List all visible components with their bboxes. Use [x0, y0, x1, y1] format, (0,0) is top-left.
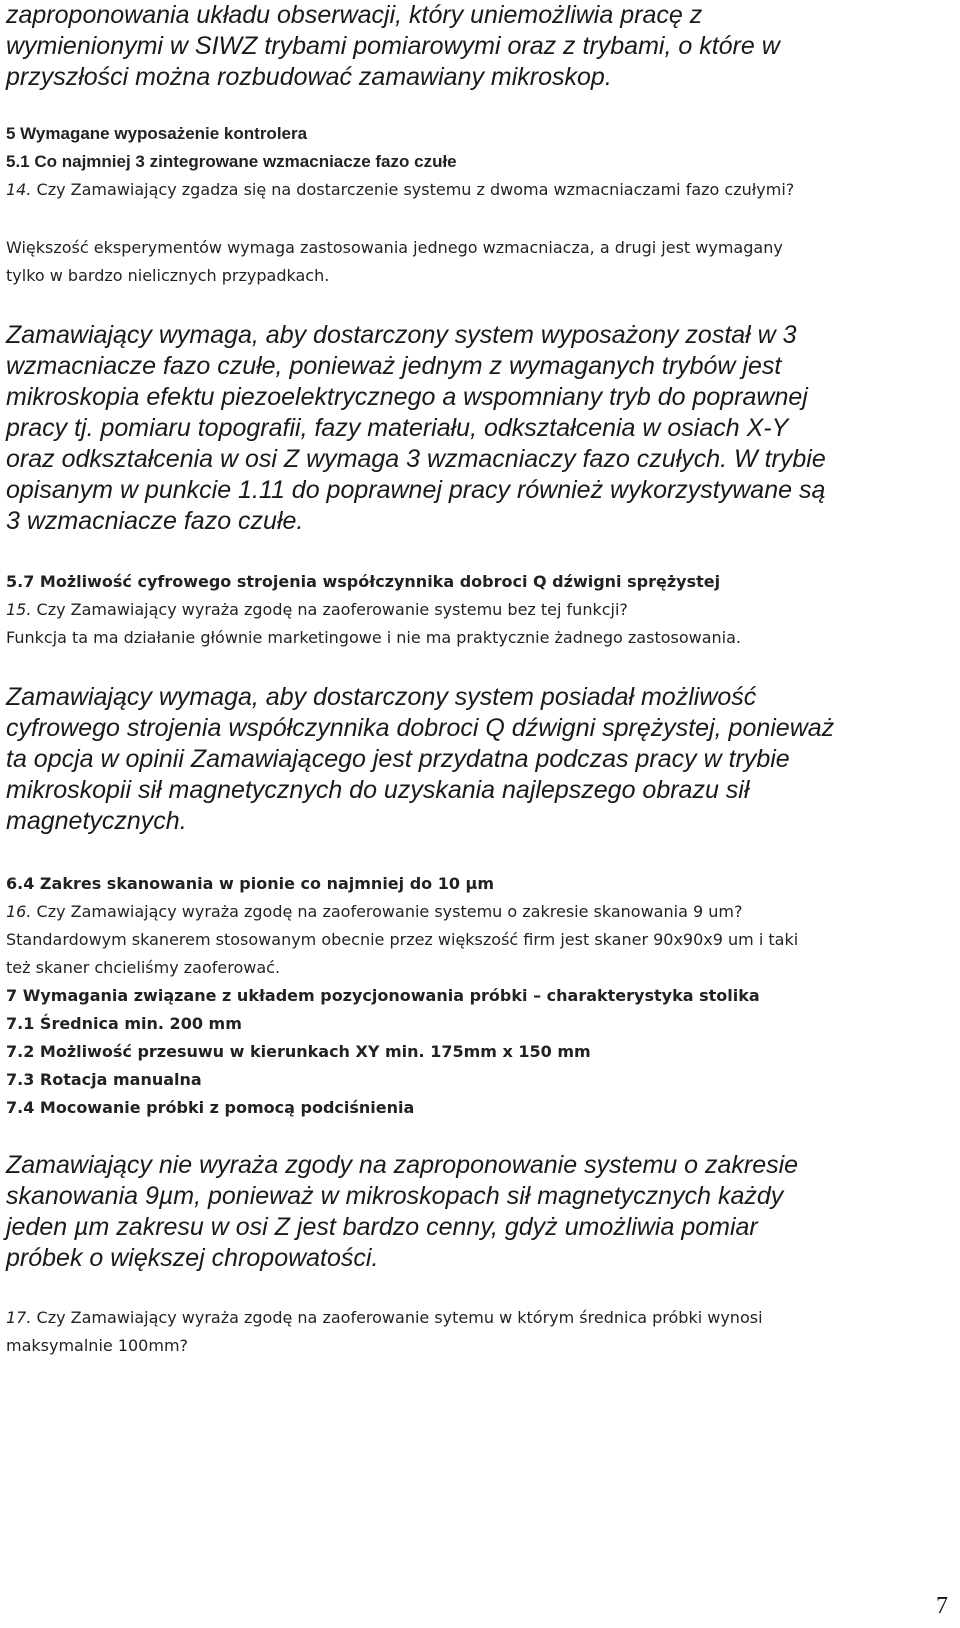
text-line: Zamawiający wymaga, aby dostarczony system posiadał możliwość [6, 683, 757, 711]
answer-14 [6, 320, 826, 537]
question-17 [6, 1304, 763, 1360]
question-15 [6, 596, 628, 624]
section-6-4-heading: 6.4 Zakres skanowania w pionie co najmniej do 10 μm [6, 874, 494, 893]
question-text: Czy Zamawiający zgadza się na dostarczenie systemu z dwoma wzmacniaczami fazo czułymi? [31, 180, 795, 199]
answer-16 [6, 1150, 798, 1274]
comment-15: Funkcja ta ma działanie głównie marketingowe i nie ma praktycznie żadnego zastosowania. [6, 628, 741, 647]
section-7-4-heading: 7.4 Mocowanie próbki z pomocą podciśnienia [6, 1098, 415, 1117]
text-line: mikroskopii sił magnetycznych do uzyskania najlepszego obrazu sił [6, 776, 750, 804]
text-line: Zamawiający wymaga, aby dostarczony system wyposażony został w 3 [6, 321, 797, 349]
answer-15 [6, 682, 834, 837]
question-number: 16. [6, 902, 32, 921]
text-line: przyszłości można rozbudować zamawiany mikroskop. [6, 63, 612, 91]
question-text-continued: maksymalnie 100mm? [6, 1336, 189, 1355]
text-line: jeden µm zakresu w osi Z jest bardzo cenny, gdyż umożliwia pomiar [6, 1213, 758, 1241]
text-line: Większość eksperymentów wymaga zastosowania jednego wzmacniacza, a drugi jest wymagany [6, 238, 783, 257]
text-line: magnetycznych. [6, 807, 187, 835]
section-5-heading: 5 Wymagane wyposażenie kontrolera [6, 124, 308, 143]
text-line: 3 wzmacniacze fazo czułe. [6, 507, 304, 535]
question-16 [6, 898, 742, 926]
question-number: 17. [6, 1308, 32, 1327]
text-line: opisanym w punkcie 1.11 do poprawnej pracy również wykorzystywane są [6, 476, 826, 504]
section-7-heading: 7 Wymagania związane z układem pozycjonowania próbki – charakterystyka stolika [6, 986, 760, 1005]
question-number: 14. [6, 180, 32, 199]
section-7-list [6, 982, 760, 1122]
text-line: wzmacniacze fazo czułe, ponieważ jednym z wymaganych trybów jest [6, 352, 782, 380]
intro-paragraph [6, 0, 780, 93]
section-5-7-heading: 5.7 Możliwość cyfrowego strojenia współczynnika dobroci Q dźwigni sprężystej [6, 572, 721, 591]
section-5-1-heading: 5.1 Co najmniej 3 zintegrowane wzmacniacze fazo czułe [6, 152, 457, 171]
text-line: ta opcja w opinii Zamawiającego jest przydatna podczas pracy w trybie [6, 745, 790, 773]
question-text: Czy Zamawiający wyraża zgodę na zaoferowanie systemu bez tej funkcji? [31, 600, 628, 619]
text-line: tylko w bardzo nielicznych przypadkach. [6, 266, 330, 285]
section-7-2-heading: 7.2 Możliwość przesuwu w kierunkach XY min. 175mm x 150 mm [6, 1042, 591, 1061]
question-number: 15. [6, 600, 32, 619]
text-line: Zamawiający nie wyraża zgody na zaproponowanie systemu o zakresie [6, 1151, 799, 1179]
text-line: mikroskopia efektu piezoelektrycznego a wspomniany tryb do poprawnej [6, 383, 808, 411]
text-line: cyfrowego strojenia współczynnika dobroci Q dźwigni sprężystej, ponieważ [6, 714, 835, 742]
question-text: Czy Zamawiający wyraża zgodę na zaoferowanie systemu o zakresie skanowania 9 um? [31, 902, 743, 921]
text-line: próbek o większej chropowatości. [6, 1244, 379, 1272]
section-7-1-heading: 7.1 Średnica min. 200 mm [6, 1014, 242, 1033]
comment-16 [6, 926, 798, 982]
text-line: zaproponowania układu obserwacji, który uniemożliwia pracę z [6, 1, 703, 29]
section-7-3-heading: 7.3 Rotacja manualna [6, 1070, 202, 1089]
text-line: skanowania 9µm, ponieważ w mikroskopach sił magnetycznych każdy [6, 1182, 784, 1210]
question-14 [6, 176, 794, 204]
text-line: pracy tj. pomiaru topografii, fazy materiału, odkształcenia w osiach X-Y [6, 414, 789, 442]
text-line: też skaner chcieliśmy zaoferować. [6, 958, 281, 977]
text-line: wymienionymi w SIWZ trybami pomiarowymi oraz z trybami, o które w [6, 32, 780, 60]
comment-14 [6, 234, 783, 290]
text-line: Standardowym skanerem stosowanym obecnie przez większość firm jest skaner 90x90x9 um i taki [6, 930, 799, 949]
question-text: Czy Zamawiający wyraża zgodę na zaoferowanie sytemu w którym średnica próbki wynosi [31, 1308, 763, 1327]
text-line: oraz odkształcenia w osi Z wymaga 3 wzmacniaczy fazo czułych. W trybie [6, 445, 826, 473]
page-number: 7 [936, 1593, 948, 1619]
